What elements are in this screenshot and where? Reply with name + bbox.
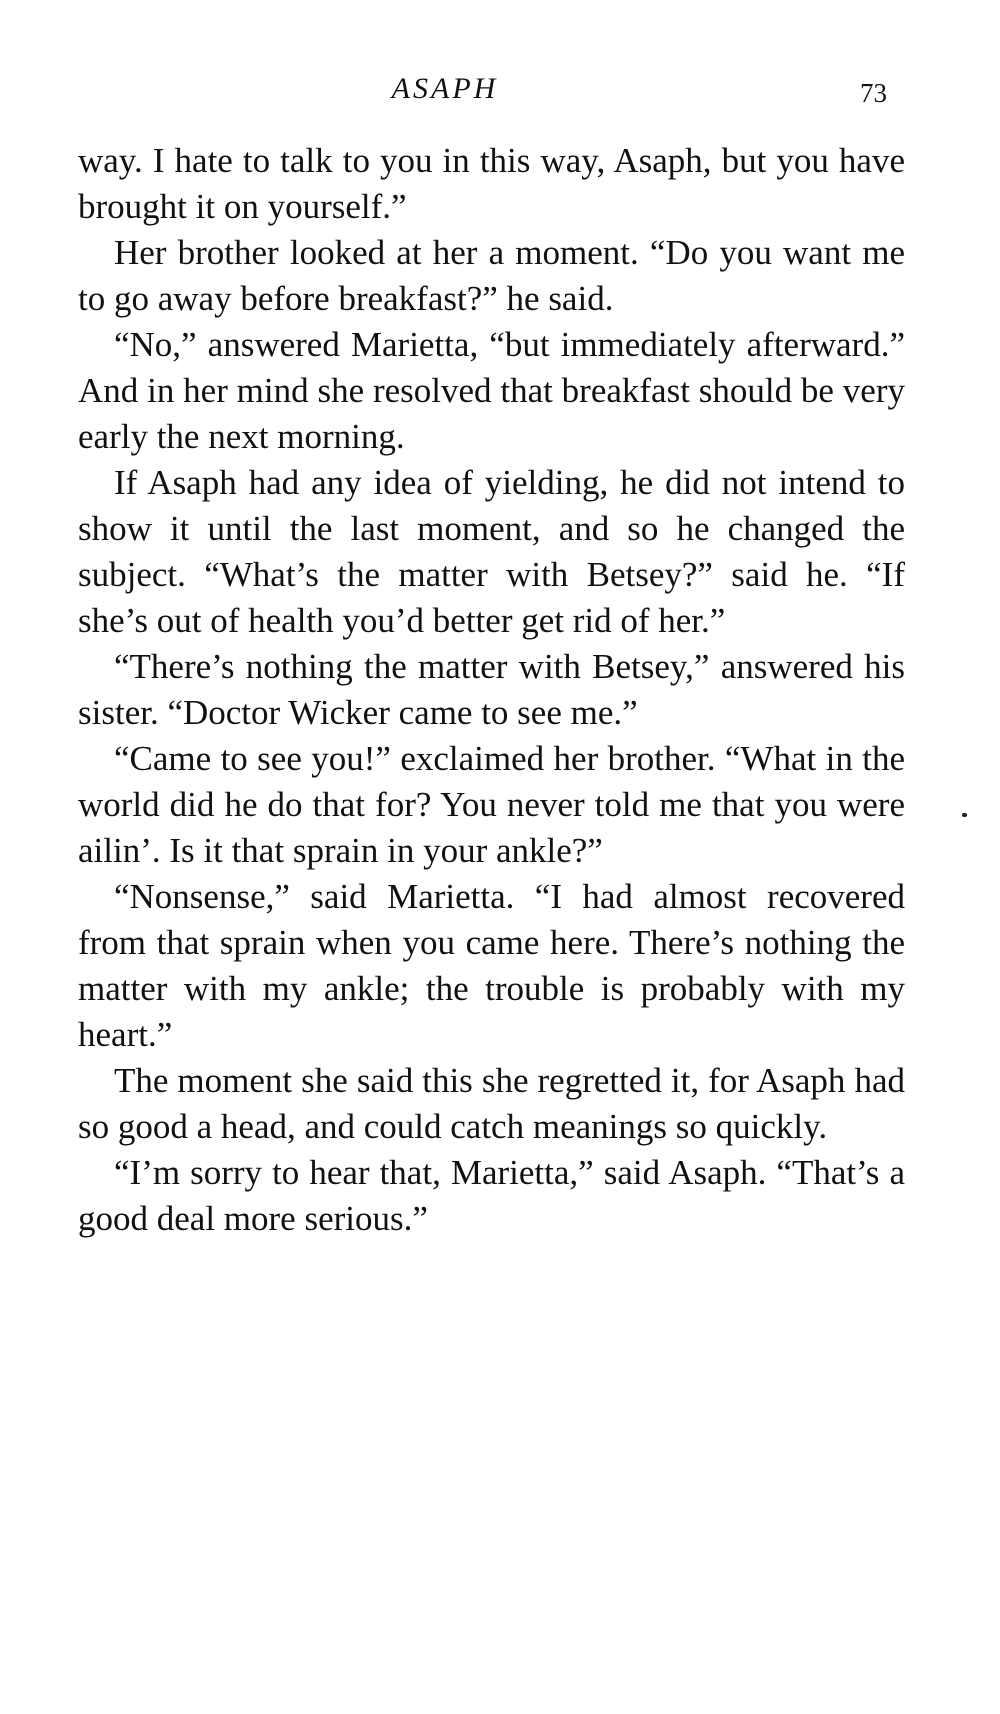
running-title: ASAPH [391,72,499,105]
paragraph: Her brother looked at her a moment. “Do you want me to go away before breakfast?” he said. [78,233,905,318]
paragraph: “There’s nothing the matter with Betsey,” answered his sister. “Doctor Wicker came to see me.” [78,647,905,732]
paragraph: “Came to see you!” exclaimed her brother. “What in the world did he do that for? You never told me that you were ailin’. Is it that sprain in your ankle?” [78,739,905,870]
paragraph: way. I hate to talk to you in this way, Asaph, but you have brought it on yourself.” [78,141,905,226]
paragraph: “Nonsense,” said Marietta. “I had almost recovered from that sprain when you came here. There’s nothing the matter with my ankle; the trouble is probably with my heart.” [78,877,905,1054]
paragraph: “No,” answered Marietta, “but immediately afterward.” And in her mind she resolved that breakfast should be very early the next morning. [78,325,905,456]
running-head [0,70,1000,110]
paragraph: The moment she said this she regretted it, for Asaph had so good a head, and could catch meanings so quickly. [78,1061,905,1146]
ink-speck [962,813,967,817]
body-text [78,138,905,1242]
paragraph: “I’m sorry to hear that, Marietta,” said Asaph. “That’s a good deal more serious.” [78,1153,905,1238]
paragraph: If Asaph had any idea of yielding, he did not intend to show it until the last moment, and so he changed the subject. “What’s the matter with Betsey?” said he. “If she’s out of health you’d better get rid of her.” [78,463,905,640]
page-number: 73 [860,78,887,108]
